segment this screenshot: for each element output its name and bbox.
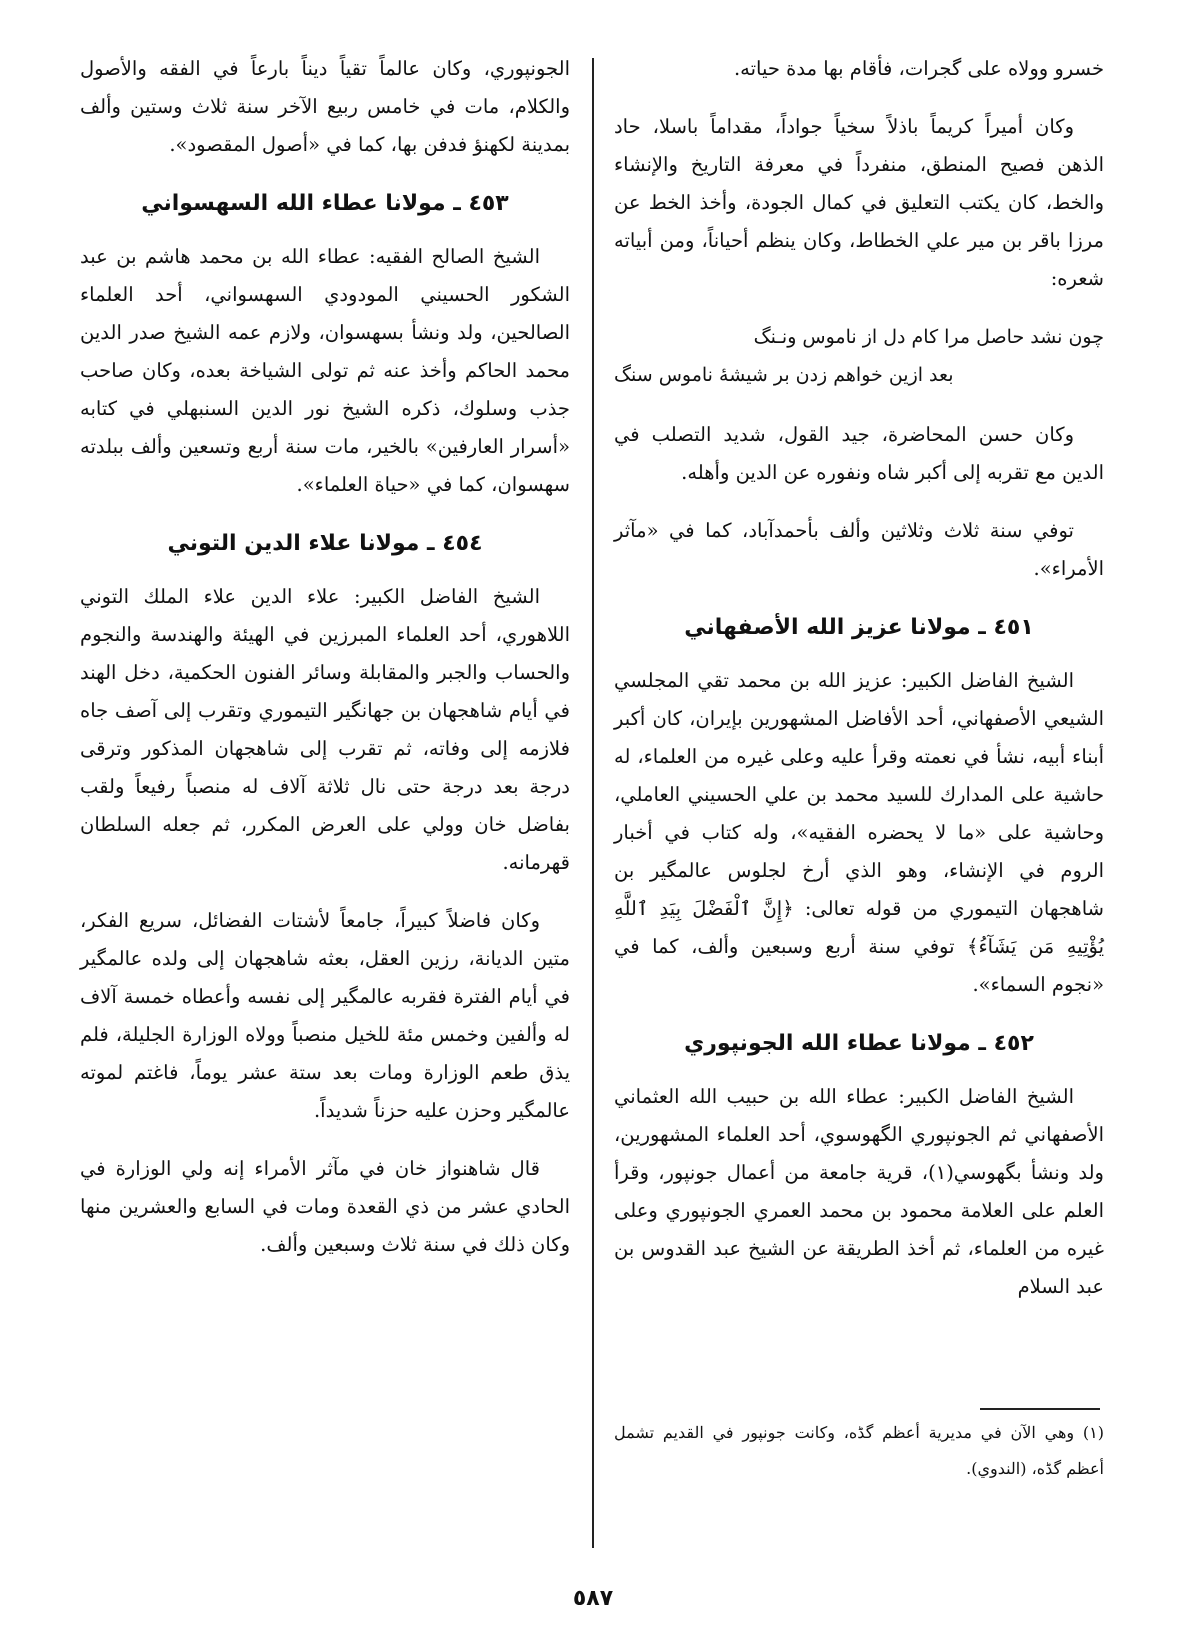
paragraph: وكان فاضلاً كبيراً، جامعاً لأشتات الفضائل، سريع الفكر، متين الديانة، رزين العقل، بعثه شاهجهان إلى ولده عالمگير في أيام الفترة فقربه عالمگير إلى نفسه وأعطاه خمسة آلاف له وألفين وخمس مئة للخيل منصباً وولاه الوزارة الجليلة، فلم يذق طعم الوزارة ومات بعد ستة عشر يوماً، فاغتم لموته عالمگير وحزن عليه حزناً شديداً. (80, 909, 570, 1122)
page-number: ٥٨٧ (572, 1586, 614, 1611)
paragraph: الشيخ الصالح الفقيه: عطاء الله بن محمد هاشم بن عبد الشكور الحسيني المودودي السهسواني، أحد العلماء الصالحين، ولد ونشأ بسهسوان، ولازم عمه الشيخ صدر الدين محمد الحاكم وأخذ عنه ثم تولى الشياخة بعده، وكان صاحب جذب وسلوك، ذكره الشيخ نور الدين السنبهلي في كتابه «أسرار العارفين» بالخير، مات سنة أربع وتسعين وألف ببلدته سهسوان، كما في «حياة العلماء». (80, 245, 570, 496)
section-heading: ٤٥٤ ـ مولانا علاء الدين التوني (167, 531, 483, 556)
paragraph: الشيخ الفاضل الكبير: عزيز الله بن محمد تقي المجلسي الشيعي الأصفهاني، أحد الأفاضل المشهورين بإيران، كان أكبر أبناء أبيه، نشأ في نعمته وقرأ عليه وعلى غيره من العلماء، له حاشية على المدارك للسيد محمد بن علي الحسيني العاملي، وحاشية على «ما لا يحضره الفقيه»، وله كتاب في أخبار الروم في الإنشاء، وهو الذي أرخ لجلوس عالمگير بن شاهجهان التيموري من قوله تعالى: ﴿إِنَّ ٱلْفَضْلَ بِيَدِ ٱللَّهِ يُؤْتِيهِ مَن يَشَآءُ﴾ توفي سنة أربع وسبعين وألف، كما في «نجوم السماء». (614, 669, 1104, 996)
paragraph: قال شاهنواز خان في مآثر الأمراء إنه ولي الوزارة في الحادي عشر من ذي القعدة ومات في السابع والعشرين منها وكان ذلك في سنة ثلاث وسبعين وألف. (80, 1157, 570, 1256)
paragraph: خسرو وولاه على گجرات، فأقام بها مدة حياته. (733, 57, 1104, 80)
section-heading: ٤٥٢ ـ مولانا عطاء الله الجونپوري (684, 1031, 1034, 1056)
paragraph: الجونپوري، وكان عالماً تقياً ديناً بارعاً في الفقه والأصول والكلام، مات في خامس ربيع الآخر سنة ثلاث وستين وألف بمدينة لكهنؤ فدفن بها، كما في «أصول المقصود». (80, 57, 570, 156)
footnote-divider (980, 1408, 1100, 1410)
column-divider (592, 58, 594, 1548)
paragraph: توفي سنة ثلاث وثلاثين وألف بأحمدآباد، كما في «مآثر الأمراء». (614, 519, 1104, 580)
right-column (614, 50, 1104, 1326)
paragraph: الشيخ الفاضل الكبير: علاء الدين علاء الملك التوني اللاهوري، أحد العلماء المبرزين في الهيئة والهندسة والنجوم والحساب والجبر والمقابلة وسائر الفنون الحكمية، دخل الهند في أيام شاهجهان بن جهانگير التيموري وتقرب إلى آصف جاه فلازمه إلى وفاته، ثم تقرب إلى شاهجهان المذكور وترقى درجة بعد درجة حتى نال ثلاثة آلاف له منصباً رفيعاً ولقب بفاضل خان وولي على العرض المكرر، ثم جعله السلطان قهرمانه. (80, 585, 570, 874)
footnote: (١) وهي الآن في مديرية أعظم گڈه، وكانت جونپور في القديم تشمل أعظم گڈه، (الندوي). (614, 1423, 1104, 1478)
section-heading: ٤٥١ ـ مولانا عزيز الله الأصفهاني (684, 615, 1034, 640)
paragraph: وكان أميراً كريماً باذلاً سخياً جواداً، مقداماً باسلا، حاد الذهن فصيح المنطق، منفرداً في معرفة التاريخ والإنشاء والخط، كان يكتب التعليق في كمال الجودة، وأخذ الخط عن مرزا باقر بن مير علي الخطاط، وكان ينظم أحياناً، ومن أبياته شعره: (614, 115, 1104, 290)
poem (614, 318, 1104, 394)
poem-line: بعد ازين خواهم زدن بر شيشهٔ ناموس سنگ (614, 364, 954, 386)
poem-line: چون نشد حاصل مرا كام دل از ناموس ونـنگ (753, 326, 1104, 348)
paragraph: الشيخ الفاضل الكبير: عطاء الله بن حبيب الله العثماني الأصفهاني ثم الجونپوري الگهوسوي، أحد العلماء المشهورين، ولد ونشأ بگهوسي(١)، قرية جامعة من أعمال جونپور، وقرأ العلم على العلامة محمود بن محمد العمري الجونپوري وعلى غيره من العلماء، ثم أخذ الطريقة عن الشيخ عبد القدوس بن عبد السلام (614, 1085, 1104, 1298)
paragraph: وكان حسن المحاضرة، جيد القول، شديد التصلب في الدين مع تقربه إلى أكبر شاه ونفوره عن الدين وأهله. (614, 423, 1104, 484)
left-column (80, 50, 570, 1284)
section-heading: ٤٥٣ ـ مولانا عطاء الله السهسواني (141, 191, 509, 216)
